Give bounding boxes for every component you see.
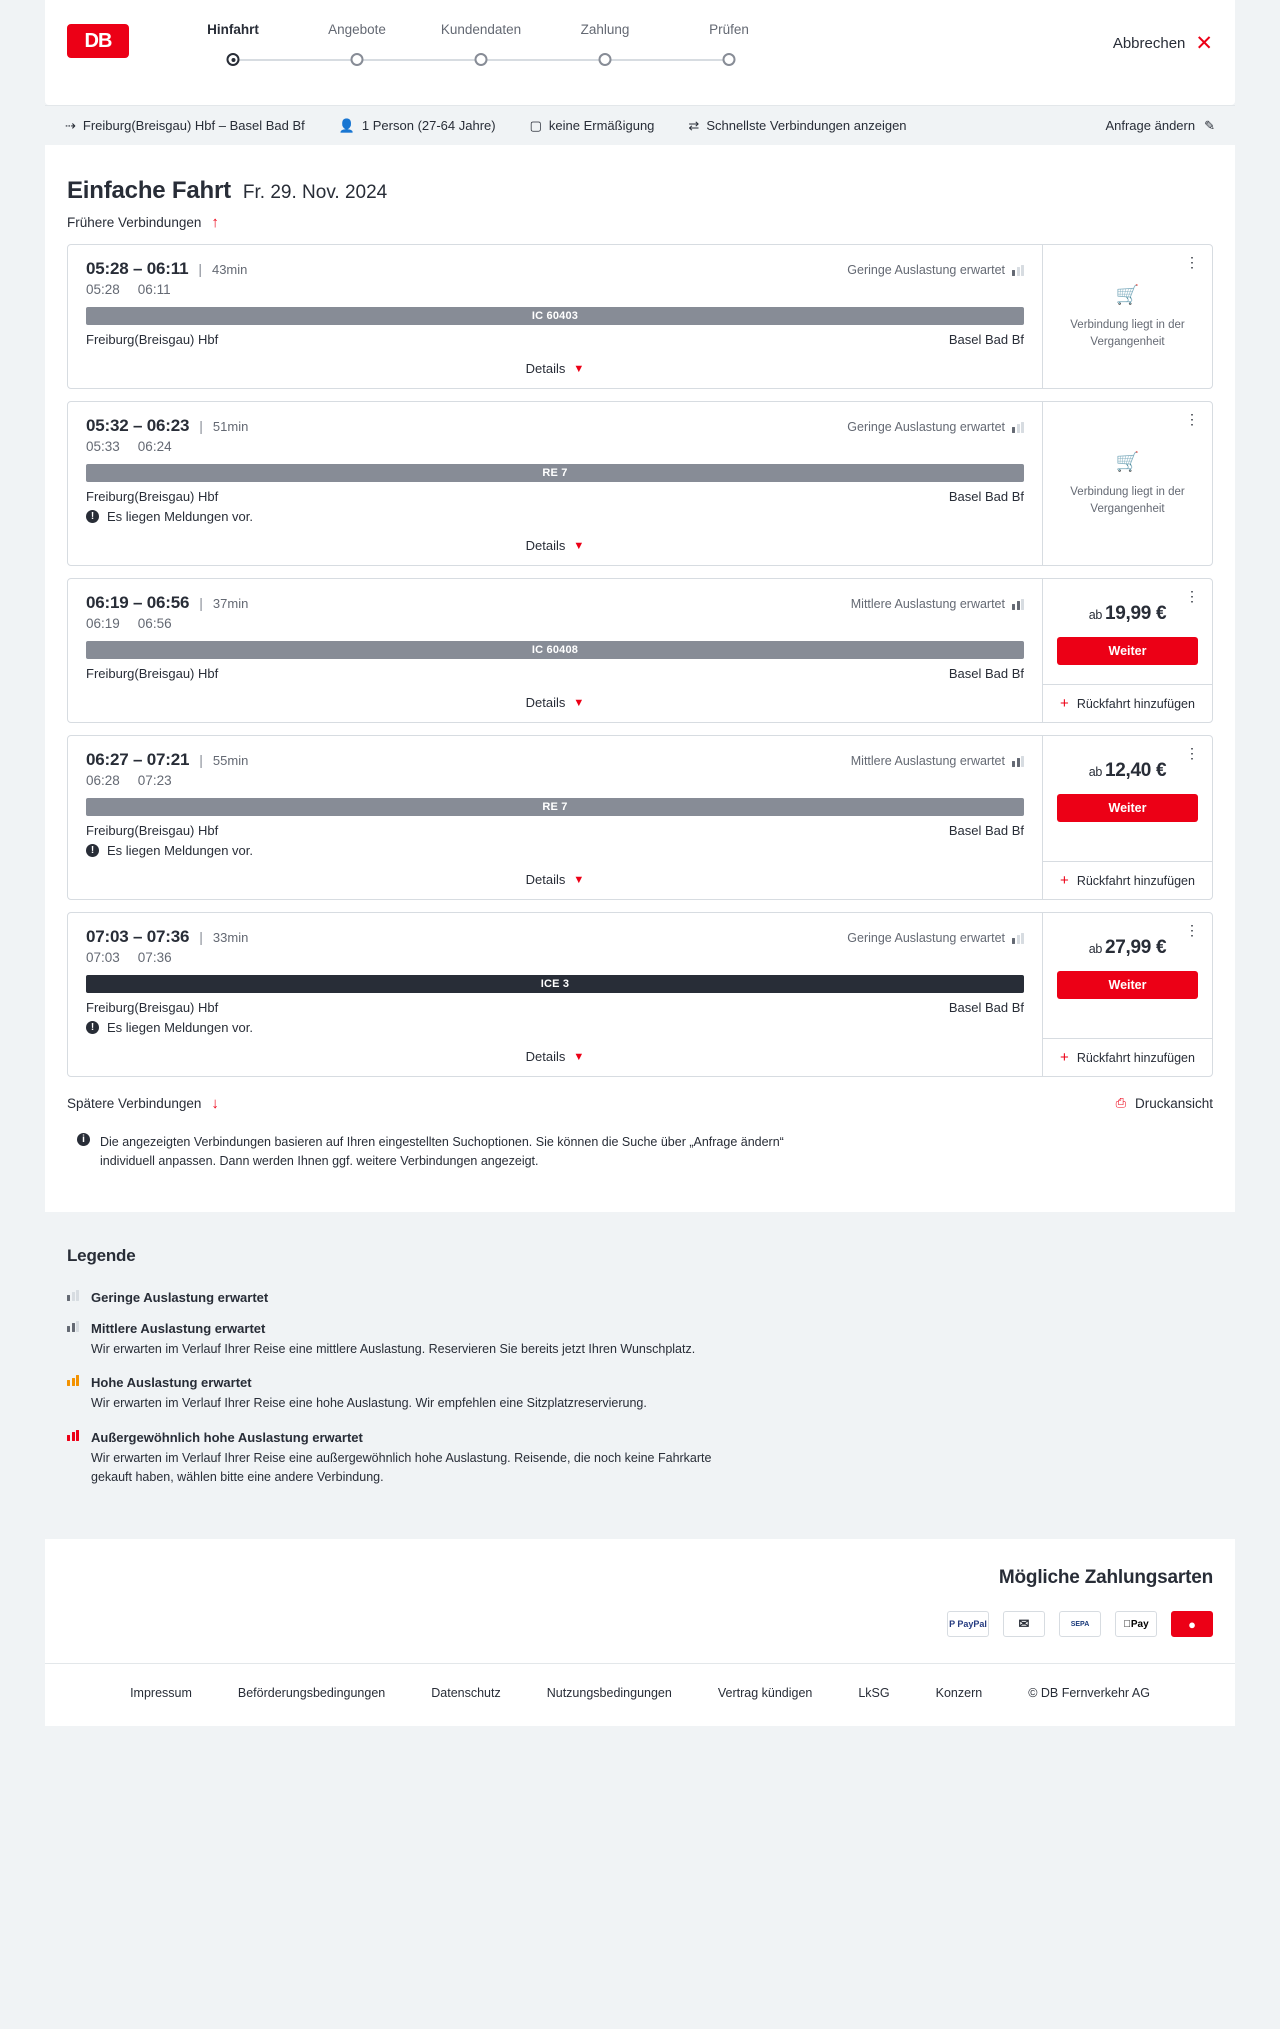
query-sort-label: Schnellste Verbindungen anzeigen: [706, 118, 907, 133]
plus-icon: +: [1060, 872, 1069, 889]
connection-stations: [86, 666, 1024, 681]
page-title-date: Fr. 29. Nov. 2024: [242, 182, 388, 203]
connection-subtimes: [86, 282, 1024, 297]
destination-station: Basel Bad Bf: [948, 489, 1024, 504]
train-badge[interactable]: IC 60408: [86, 641, 1024, 659]
connection-subtimes: [86, 950, 1024, 965]
origin-station: Freiburg(Breisgau) Hbf: [86, 332, 219, 347]
chevron-down-icon: ▼: [573, 362, 585, 375]
spacer: [1043, 832, 1212, 861]
footer-link[interactable]: Konzern: [935, 1686, 983, 1701]
time-separator: |: [199, 929, 203, 945]
price-prefix: ab: [1088, 608, 1102, 622]
query-route-label: Freiburg(Breisgau) Hbf – Basel Bad Bf: [82, 118, 305, 133]
query-route[interactable]: [65, 118, 305, 134]
train-badge[interactable]: RE 7: [86, 464, 1024, 482]
destination-station: Basel Bad Bf: [948, 332, 1024, 347]
page-footer: [45, 1663, 1235, 1726]
price-value: ab 12,40 €: [1088, 760, 1167, 781]
origin-station: Freiburg(Breisgau) Hbf: [86, 823, 219, 838]
query-discount-label: keine Ermäßigung: [548, 118, 655, 133]
db-logo[interactable]: DB: [67, 24, 129, 58]
connection-subtimes: [86, 439, 1024, 454]
destination-station: Basel Bad Bf: [948, 1000, 1024, 1015]
connection-times-row: [86, 259, 1024, 279]
query-discount[interactable]: [530, 118, 655, 134]
query-summary-bar: [45, 105, 1235, 145]
past-connection-text: Verbindung liegt in der Vergangenheit: [1070, 318, 1185, 348]
cancel-button[interactable]: [1113, 33, 1213, 54]
payment-methods-row: [67, 1611, 1213, 1637]
add-return-trip-label: Rückfahrt hinzufügen: [1076, 1050, 1195, 1065]
add-return-trip-button[interactable]: [1043, 1038, 1212, 1076]
pencil-icon: ✎: [1204, 117, 1215, 133]
results-footer-actions: [45, 1089, 1235, 1111]
connection-info: [68, 245, 1042, 388]
origin-station: Freiburg(Breisgau) Hbf: [86, 666, 219, 681]
step-1[interactable]: [171, 22, 295, 71]
card-icon: ▢: [529, 117, 542, 133]
step-dot-icon: [599, 53, 612, 66]
legend-item-body: [91, 1430, 1213, 1488]
edit-query-label: Anfrage ändern: [1105, 118, 1196, 133]
connection-time-range: 05:28 – 06:11: [86, 259, 189, 278]
connection-time-range: 05:32 – 06:23: [86, 416, 190, 435]
connection-message[interactable]: [86, 843, 1024, 858]
legend-items: [67, 1290, 1213, 1488]
cart-icon: 🛒: [1115, 284, 1140, 306]
add-return-trip-button[interactable]: [1043, 861, 1212, 899]
destination-station: Basel Bad Bf: [948, 666, 1024, 681]
route-arrow-icon: ⇢: [65, 117, 76, 133]
continue-button[interactable]: Weiter: [1057, 971, 1198, 999]
utilization-bars-icon: [1012, 599, 1024, 610]
details-label: Details: [525, 538, 566, 553]
print-view-label: Druckansicht: [1134, 1095, 1213, 1111]
connection-card: [67, 401, 1213, 566]
close-icon: ✕: [1195, 32, 1213, 55]
utilization-bars-icon: [67, 1290, 79, 1301]
step-dot-icon: [475, 53, 488, 66]
connection-info: [68, 579, 1042, 722]
connection-card: [67, 578, 1213, 723]
connection-message[interactable]: [86, 1020, 1024, 1035]
origin-station: Freiburg(Breisgau) Hbf: [86, 1000, 219, 1015]
step-marker: [667, 49, 791, 71]
page-title-main: Einfache Fahrt: [67, 177, 231, 204]
connection-duration: 55min: [212, 753, 249, 768]
connection-info: [68, 736, 1042, 899]
connection-duration: 37min: [212, 596, 249, 611]
connection-offer: [1042, 245, 1212, 388]
arrival-time: 07:23: [137, 773, 172, 788]
utilization-label: Geringe Auslastung erwartet: [847, 420, 1005, 434]
add-return-trip-label: Rückfahrt hinzufügen: [1076, 696, 1195, 711]
legend-item-title: Hohe Auslastung erwartet: [91, 1375, 252, 1391]
connection-message-label: Es liegen Meldungen vor.: [107, 1020, 253, 1035]
more-options-icon[interactable]: ⋮: [1185, 254, 1200, 270]
results-panel: [45, 145, 1235, 1212]
price-prefix: ab: [1088, 942, 1102, 956]
utilization-label: Geringe Auslastung erwartet: [847, 263, 1005, 277]
footer-link[interactable]: LkSG: [858, 1686, 890, 1701]
later-connections-label: Spätere Verbindungen: [67, 1095, 202, 1111]
plus-icon: +: [1060, 695, 1069, 712]
departure-time: 07:03: [86, 950, 120, 965]
footer-link[interactable]: Impressum: [130, 1686, 192, 1701]
more-options-icon[interactable]: ⋮: [1185, 745, 1200, 761]
footer-link[interactable]: Nutzungsbedingungen: [546, 1686, 672, 1701]
details-toggle[interactable]: [86, 1035, 1024, 1076]
cancel-label: Abbrechen: [1112, 35, 1186, 52]
time-separator: |: [199, 418, 203, 434]
details-label: Details: [525, 1049, 566, 1064]
utilization-bars-icon: [67, 1375, 79, 1386]
train-badge[interactable]: IC 60403: [86, 307, 1024, 325]
arrival-time: 07:36: [137, 950, 172, 965]
departure-time: 05:28: [86, 282, 120, 297]
time-separator: |: [198, 261, 202, 277]
train-badge[interactable]: RE 7: [86, 798, 1024, 816]
utilization-bars-icon: [1012, 265, 1024, 276]
step-dot-icon: [227, 53, 240, 66]
arrival-time: 06:56: [137, 616, 172, 631]
info-icon: i: [77, 1133, 90, 1146]
connection-times-row: [86, 593, 1024, 613]
search-info-text: Die angezeigten Verbindungen basieren auf Ihren eingestellten Suchoptionen. Sie können die Suche über „Anfrage ändern“ individuell anpassen. Dann werden Ihnen ggf. weitere Verbindungen angezeigt.: [100, 1135, 784, 1169]
legend-item-title: Außergewöhnlich hohe Auslastung erwartet: [91, 1429, 363, 1445]
connection-times-row: [86, 750, 1024, 770]
connection-subtimes: [86, 773, 1024, 788]
connection-stations: [86, 1000, 1024, 1015]
search-info-note: [77, 1133, 837, 1172]
legend-item-title: Geringe Auslastung erwartet: [91, 1289, 269, 1305]
legend-item-body: [91, 1375, 1213, 1413]
step-marker: [419, 49, 543, 71]
legend-item-body: [91, 1290, 1213, 1305]
apple-pay-icon: Pay: [1115, 1611, 1157, 1637]
connection-time-range: 06:19 – 06:56: [86, 593, 190, 612]
sepa-icon: SEPA: [1059, 1611, 1101, 1637]
continue-button[interactable]: Weiter: [1057, 637, 1198, 665]
price-prefix: ab: [1088, 765, 1102, 779]
more-options-icon[interactable]: ⋮: [1185, 411, 1200, 427]
add-return-trip-button[interactable]: [1043, 684, 1212, 722]
legend-item: [67, 1375, 1213, 1413]
departure-time: 06:28: [86, 773, 120, 788]
step-3[interactable]: [419, 22, 543, 71]
edit-query-button[interactable]: [1105, 118, 1215, 134]
connection-info: [68, 913, 1042, 1076]
utilization-bars-icon: [1012, 422, 1024, 433]
connection-stations: [86, 823, 1024, 838]
payment-methods-title: Mögliche Zahlungsarten: [998, 1567, 1213, 1589]
departure-time: 06:19: [86, 616, 120, 631]
utilization-label: Geringe Auslastung erwartet: [847, 931, 1005, 945]
details-toggle[interactable]: [86, 858, 1024, 899]
utilization-indicator: [851, 597, 1024, 611]
details-label: Details: [525, 695, 566, 710]
connection-duration: 43min: [211, 262, 248, 277]
destination-station: Basel Bad Bf: [948, 823, 1024, 838]
sort-icon: ⇄: [688, 117, 700, 133]
arrow-up-icon: ↑: [211, 214, 219, 231]
legend-item-title: Mittlere Auslastung erwartet: [91, 1320, 266, 1336]
query-sort[interactable]: [688, 118, 906, 134]
step-label: Hinfahrt: [207, 22, 259, 37]
connection-card: [67, 244, 1213, 389]
printer-icon: ⎙: [1115, 1095, 1126, 1110]
footer-link[interactable]: Datenschutz: [431, 1686, 501, 1701]
query-passengers[interactable]: [339, 118, 496, 134]
step-dot-icon: [351, 53, 364, 66]
past-connection-text: Verbindung liegt in der Vergangenheit: [1070, 485, 1185, 515]
connection-times-row: [86, 416, 1024, 436]
more-options-icon[interactable]: ⋮: [1185, 922, 1200, 938]
legend-section: [45, 1212, 1235, 1540]
chevron-down-icon: ▼: [573, 1050, 585, 1063]
step-label: Zahlung: [580, 22, 630, 37]
connection-times-row: [86, 927, 1024, 947]
paypal-icon: P PayPal: [947, 1611, 989, 1637]
time-separator: |: [199, 595, 203, 611]
connection-card: [67, 735, 1213, 900]
step-label: Kundendaten: [440, 22, 522, 37]
cart-icon: 🛒: [1115, 451, 1140, 473]
connection-offer: [1042, 402, 1212, 565]
more-options-icon[interactable]: ⋮: [1185, 588, 1200, 604]
connection-offer: [1042, 913, 1212, 1076]
chevron-down-icon: ▼: [573, 873, 585, 886]
utilization-indicator: [847, 263, 1024, 277]
connection-info: [68, 402, 1042, 565]
time-separator: |: [199, 752, 203, 768]
legend-title: Legende: [67, 1245, 136, 1265]
connection-duration: 33min: [212, 930, 249, 945]
utilization-label: Mittlere Auslastung erwartet: [850, 597, 1005, 611]
alert-icon: !: [86, 510, 99, 523]
step-dot-icon: [723, 53, 736, 66]
step-label: Angebote: [328, 22, 386, 37]
plus-icon: +: [1060, 1049, 1069, 1066]
utilization-indicator: [847, 931, 1024, 945]
step-marker: [295, 49, 419, 71]
connection-list: [45, 244, 1235, 1077]
price-value: ab 19,99 €: [1088, 603, 1167, 624]
chevron-down-icon: ▼: [573, 696, 585, 709]
spacer: [1043, 1009, 1212, 1038]
train-badge[interactable]: ICE 3: [86, 975, 1024, 993]
connection-time-range: 06:27 – 07:21: [86, 750, 190, 769]
spacer: [1043, 675, 1212, 684]
add-return-trip-label: Rückfahrt hinzufügen: [1076, 873, 1195, 888]
details-label: Details: [525, 872, 566, 887]
print-view-button[interactable]: [1116, 1095, 1213, 1111]
legend-item: [67, 1290, 1213, 1305]
step-2[interactable]: [295, 22, 419, 71]
legend-item: [67, 1430, 1213, 1488]
utilization-bars-icon: [67, 1430, 79, 1441]
connection-offer: [1042, 579, 1212, 722]
chevron-down-icon: ▼: [573, 539, 585, 552]
utilization-label: Mittlere Auslastung erwartet: [850, 754, 1005, 768]
utilization-bars-icon: [1012, 933, 1024, 944]
legend-item-body: [91, 1321, 1213, 1359]
details-toggle[interactable]: [86, 524, 1024, 565]
price-value: ab 27,99 €: [1088, 937, 1167, 958]
connection-offer: [1042, 736, 1212, 899]
checkout-stepper: [171, 22, 791, 71]
step-marker: [543, 49, 667, 71]
connection-card: [67, 912, 1213, 1077]
page-header: [45, 0, 1235, 105]
legend-item-desc: Wir erwarten im Verlauf Ihrer Reise eine außergewöhnlich hohe Auslastung. Reisende, die noch keine Fahrkarte gekauft haben, wählen bitte eine andere Verbindung.: [91, 1450, 712, 1484]
arrow-down-icon: ↓: [211, 1094, 219, 1112]
page-title: [45, 145, 1235, 205]
footer-copyright: © DB Fernverkehr AG: [1028, 1686, 1150, 1701]
continue-button[interactable]: Weiter: [1057, 794, 1198, 822]
connection-duration: 51min: [212, 419, 249, 434]
footer-link[interactable]: Vertrag kündigen: [717, 1686, 813, 1701]
connection-subtimes: [86, 616, 1024, 631]
details-toggle[interactable]: [86, 347, 1024, 388]
arrival-time: 06:24: [137, 439, 172, 454]
legend-item-desc: Wir erwarten im Verlauf Ihrer Reise eine hohe Auslastung. Wir empfehlen eine Sitzplatzreservierung.: [91, 1396, 647, 1411]
legend-item: [67, 1321, 1213, 1359]
payment-methods-section: [45, 1539, 1235, 1663]
connection-message-label: Es liegen Meldungen vor.: [107, 509, 253, 524]
earlier-connections-button[interactable]: [45, 205, 1235, 244]
connection-message-label: Es liegen Meldungen vor.: [107, 843, 253, 858]
later-connections-button[interactable]: [67, 1096, 219, 1111]
details-label: Details: [525, 361, 566, 376]
details-toggle[interactable]: [86, 681, 1024, 722]
utilization-bars-icon: [1012, 756, 1024, 767]
db-payment-icon: ●: [1171, 1611, 1213, 1637]
utilization-indicator: [851, 754, 1024, 768]
arrival-time: 06:11: [137, 282, 171, 297]
step-5[interactable]: [667, 22, 791, 71]
departure-time: 05:33: [86, 439, 120, 454]
earlier-connections-label: Frühere Verbindungen: [67, 215, 202, 230]
legend-item-desc: Wir erwarten im Verlauf Ihrer Reise eine mittlere Auslastung. Reservieren Sie bereits jetzt Ihren Wunschplatz.: [91, 1341, 696, 1356]
connection-stations: [86, 489, 1024, 504]
origin-station: Freiburg(Breisgau) Hbf: [86, 489, 219, 504]
connection-stations: [86, 332, 1024, 347]
giropay-icon: ✉: [1003, 1611, 1045, 1637]
step-marker: [171, 49, 295, 71]
person-icon: 👤: [338, 117, 355, 133]
utilization-bars-icon: [67, 1321, 79, 1332]
alert-icon: !: [86, 1021, 99, 1034]
connection-message[interactable]: [86, 509, 1024, 524]
alert-icon: !: [86, 844, 99, 857]
utilization-indicator: [847, 420, 1024, 434]
query-passengers-label: 1 Person (27-64 Jahre): [361, 118, 496, 133]
step-4[interactable]: [543, 22, 667, 71]
step-label: Prüfen: [709, 22, 749, 37]
footer-link[interactable]: Beförderungsbedingungen: [237, 1686, 386, 1701]
connection-time-range: 07:03 – 07:36: [86, 927, 190, 946]
